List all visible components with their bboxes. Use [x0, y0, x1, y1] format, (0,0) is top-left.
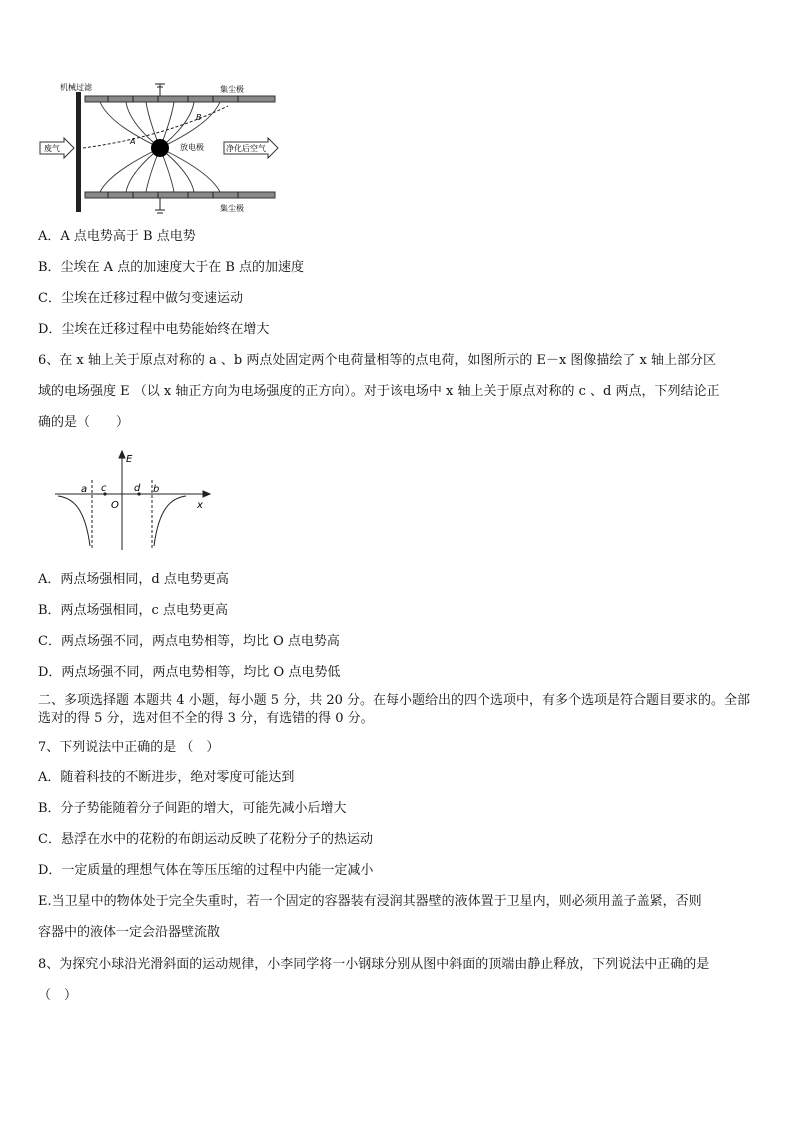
filter-label: 机械过滤	[60, 83, 92, 92]
precipitator-figure	[38, 80, 288, 216]
q6-stem-line3: 确的是（ ）	[38, 415, 130, 430]
e-axis-label: E	[126, 454, 133, 465]
q6-option-c: C．两点场强不同，两点电势相等，均比 O 点电势高	[38, 634, 340, 649]
q6-option-d: D．两点场强不同，两点电势相等，均比 O 点电势低	[38, 665, 341, 680]
exhaust-in-label: 废气	[44, 144, 60, 153]
point-c-label: c	[101, 483, 107, 494]
curve-left	[58, 496, 90, 546]
q5-option-d: D．尘埃在迁移过程中电势能始终在增大	[38, 322, 270, 337]
e-axis-arrow	[119, 451, 125, 458]
q6-option-a: A．两点场强相同，d 点电势更高	[38, 572, 229, 587]
origin-label: O	[111, 500, 119, 511]
q6-option-b: B．两点场强相同，c 点电势更高	[38, 603, 228, 618]
q7-stem: 7、下列说法中正确的是 （ ）	[38, 740, 220, 755]
q5-option-a: A．A 点电势高于 B 点电势	[38, 229, 196, 244]
point-d-label: d	[134, 483, 141, 494]
q7-option-b: B．分子势能随着分子间距的增大，可能先减小后增大	[38, 801, 347, 816]
discharge-label: 放电极	[180, 143, 204, 152]
collector-plate-top	[85, 96, 275, 102]
x-axis-arrow	[203, 491, 210, 497]
collector-plate-bottom	[85, 192, 275, 198]
mechanical-filter	[76, 92, 81, 212]
exhaust-out-label: 净化后空气	[226, 144, 266, 153]
inlet-arrow	[40, 138, 74, 158]
q8-stem-line2: （ ）	[38, 988, 78, 1003]
outlet-arrow	[224, 138, 278, 158]
q7-option-e-line2: 容器中的液体一定会沿器壁流散	[38, 925, 221, 940]
x-axis-label: x	[197, 500, 203, 511]
e-x-graph	[55, 450, 215, 555]
collector-top-label: 集尘极	[220, 85, 244, 94]
collector-bottom-label: 集尘极	[220, 204, 244, 213]
discharge-electrode	[151, 139, 169, 157]
point-a-label: A	[130, 137, 136, 146]
q7-option-d: D．一定质量的理想气体在等压压缩的过程中内能一定减小	[38, 863, 374, 878]
q7-option-e-line1: E.当卫星中的物体处于完全失重时，若一个固定的容器装有浸润其器壁的液体置于卫星内，则必须用盖子盖紧，否则	[38, 894, 702, 909]
q5-option-b: B．尘埃在 A 点的加速度大于在 B 点的加速度	[38, 260, 305, 275]
q7-option-a: A．随着科技的不断进步，绝对零度可能达到	[38, 770, 295, 785]
section2-instructions: 二、多项选择题 本题共 4 小题，每小题 5 分，共 20 分。在每小题给出的四个选项中，有多个选项是符合题目要求的。全部选对的得 5 分，选对但不全的得 3 分，有选错的得 0 分。	[38, 693, 751, 726]
curve-right	[154, 496, 186, 546]
point-b-label: b	[153, 484, 160, 495]
q8-stem-line1: 8、为探究小球沿光滑斜面的运动规律，小李同学将一小钢球分别从图中斜面的顶端由静止释放，下列说法中正确的是	[38, 957, 710, 972]
point-b-label: B	[196, 113, 202, 122]
q7-option-c: C．悬浮在水中的花粉的布朗运动反映了花粉分子的热运动	[38, 832, 373, 847]
q6-stem-line1: 6、在 x 轴上关于原点对称的 a 、b 两点处固定两个电荷量相等的点电荷，如图所示的 E－x 图像描绘了 x 轴上部分区	[38, 353, 717, 368]
point-a-label: a	[81, 484, 88, 495]
q6-stem-line2: 域的电场强度 E （以 x 轴正方向为电场强度的正方向）。对于该电场中 x 轴上关于原点对称的 c 、d 两点，下列结论正	[38, 384, 720, 399]
q5-option-c: C．尘埃在迁移过程中做匀变速运动	[38, 291, 243, 306]
